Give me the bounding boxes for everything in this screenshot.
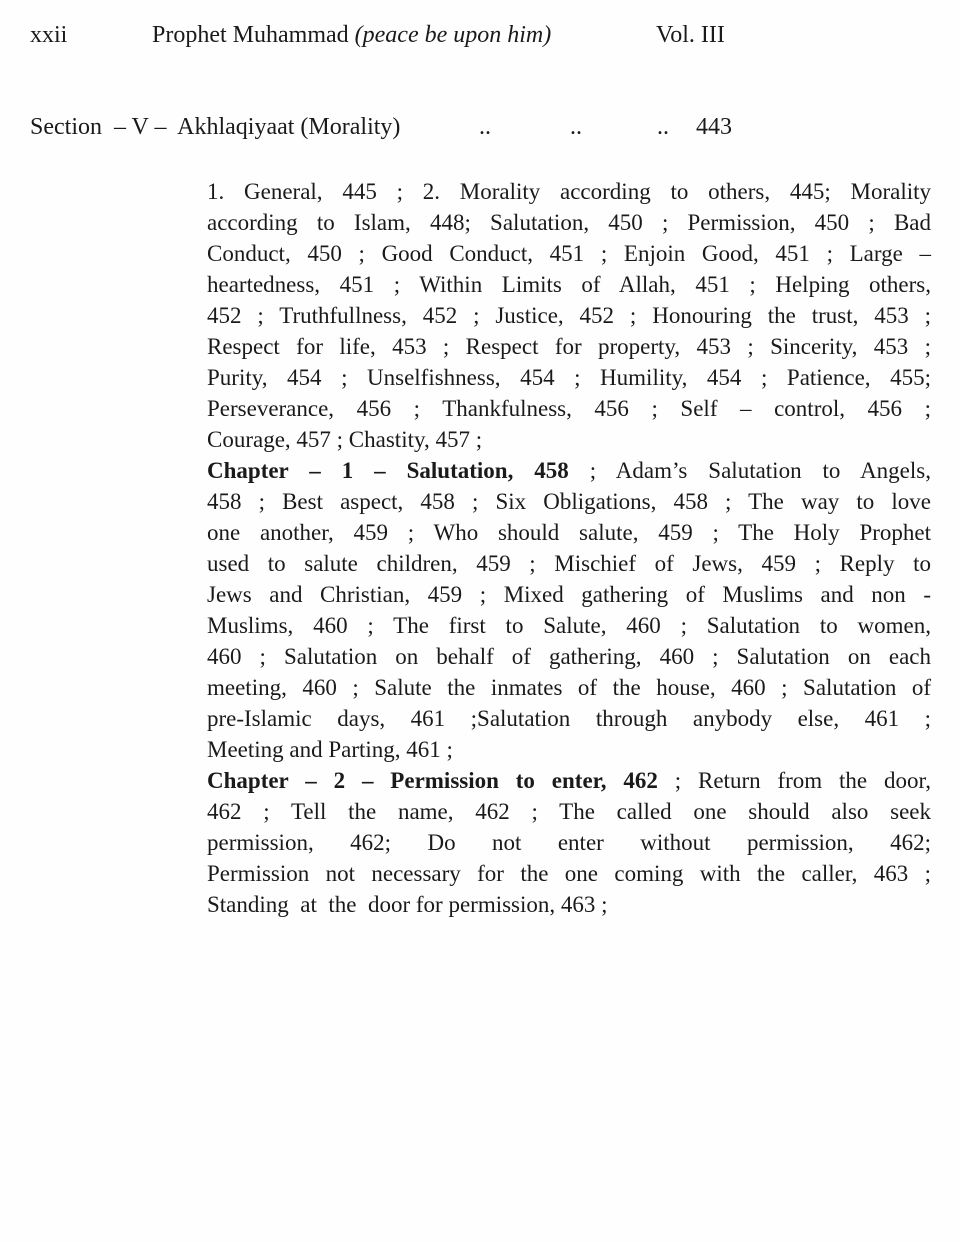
toc-entry-text: pre-Islamic days, 461 ;Salutation through anybody else, 461 ; [207, 706, 931, 731]
toc-line [207, 424, 931, 455]
toc-line [207, 486, 931, 517]
running-title-regular: Prophet Muhammad [152, 22, 355, 48]
toc-entry-text: Conduct, 450 ; Good Conduct, 451 ; Enjoin Good, 451 ; Large – [207, 241, 931, 266]
toc-entry-text: heartedness, 451 ; Within Limits of Allah, 451 ; Helping others, [207, 272, 931, 297]
toc-entry-text: meeting, 460 ; Salute the inmates of the house, 460 ; Salutation of [207, 675, 931, 700]
running-title [152, 20, 551, 50]
toc-line [207, 734, 931, 765]
toc-line [207, 455, 931, 486]
toc-line [207, 362, 931, 393]
toc-entry-text: Perseverance, 456 ; Thankfulness, 456 ; Self – control, 456 ; [207, 396, 931, 421]
toc-entry-text: Jews and Christian, 459 ; Mixed gathering of Muslims and non - [207, 582, 931, 607]
leader-dots: .. [657, 114, 669, 140]
toc-line [207, 331, 931, 362]
toc-line [207, 238, 931, 269]
toc-line [207, 300, 931, 331]
toc-entry-text: Purity, 454 ; Unselfishness, 454 ; Humility, 454 ; Patience, 455; [207, 365, 931, 390]
toc-line [207, 548, 931, 579]
toc-line [207, 176, 931, 207]
section-heading-row [0, 112, 960, 144]
toc-entry-text: 1. General, 445 ; 2. Morality according to others, 445; Morality [207, 179, 931, 204]
toc-entry-text: permission, 462; Do not enter without permission, 462; [207, 830, 931, 855]
toc-line [207, 889, 931, 920]
toc-entry-text: Meeting and Parting, 461 ; [207, 737, 453, 762]
toc-entry-text: 460 ; Salutation on behalf of gathering, 460 ; Salutation on each [207, 644, 931, 669]
section-heading-label: Section – V – Akhlaqiyaat (Morality) [30, 114, 401, 140]
toc-entry-text: ; Adam’s Salutation to Angels, [568, 458, 931, 483]
toc-entry-text: according to Islam, 448; Salutation, 450 ; Permission, 450 ; Bad [207, 210, 931, 235]
folio-page-number: xxii [30, 22, 68, 48]
toc-line [207, 393, 931, 424]
running-title-italic: (peace be upon him) [354, 22, 552, 48]
toc-entry-text: one another, 459 ; Who should salute, 459 ; The Holy Prophet [207, 520, 931, 545]
leader-dots: .. [479, 114, 491, 140]
toc-entry-text: Standing at the door for permission, 463 ; [207, 892, 608, 917]
toc-line [207, 858, 931, 889]
chapter-heading-text: Chapter – 2 – Permission to enter, 462 [207, 768, 658, 793]
toc-line [207, 207, 931, 238]
page-header [0, 20, 960, 52]
chapter-heading-text: Chapter – 1 – Salutation, 458 [207, 458, 569, 483]
toc-line [207, 796, 931, 827]
toc-entry-text: used to salute children, 459 ; Mischief of Jews, 459 ; Reply to [207, 551, 931, 576]
toc-entry-text: 452 ; Truthfullness, 452 ; Justice, 452 ; Honouring the trust, 453 ; [207, 303, 931, 328]
toc-entry-text: Permission not necessary for the one coming with the caller, 463 ; [207, 861, 931, 886]
toc-body [207, 176, 931, 920]
toc-line [207, 703, 931, 734]
toc-entry-text: 458 ; Best aspect, 458 ; Six Obligations, 458 ; The way to love [207, 489, 931, 514]
toc-line [207, 765, 931, 796]
toc-line [207, 579, 931, 610]
toc-line [207, 641, 931, 672]
volume-label: Vol. III [656, 22, 725, 48]
toc-line [207, 672, 931, 703]
toc-line [207, 610, 931, 641]
toc-line [207, 827, 931, 858]
toc-entry-text: ; Return from the door, [657, 768, 931, 793]
section-page-number: 443 [696, 114, 732, 140]
toc-entry-text: 462 ; Tell the name, 462 ; The called one should also seek [207, 799, 931, 824]
toc-entry-text: Muslims, 460 ; The first to Salute, 460 ; Salutation to women, [207, 613, 931, 638]
toc-line [207, 517, 931, 548]
toc-entry-text: Courage, 457 ; Chastity, 457 ; [207, 427, 483, 452]
toc-entry-text: Respect for life, 453 ; Respect for property, 453 ; Sincerity, 453 ; [207, 334, 931, 359]
toc-line [207, 269, 931, 300]
leader-dots: .. [570, 114, 582, 140]
